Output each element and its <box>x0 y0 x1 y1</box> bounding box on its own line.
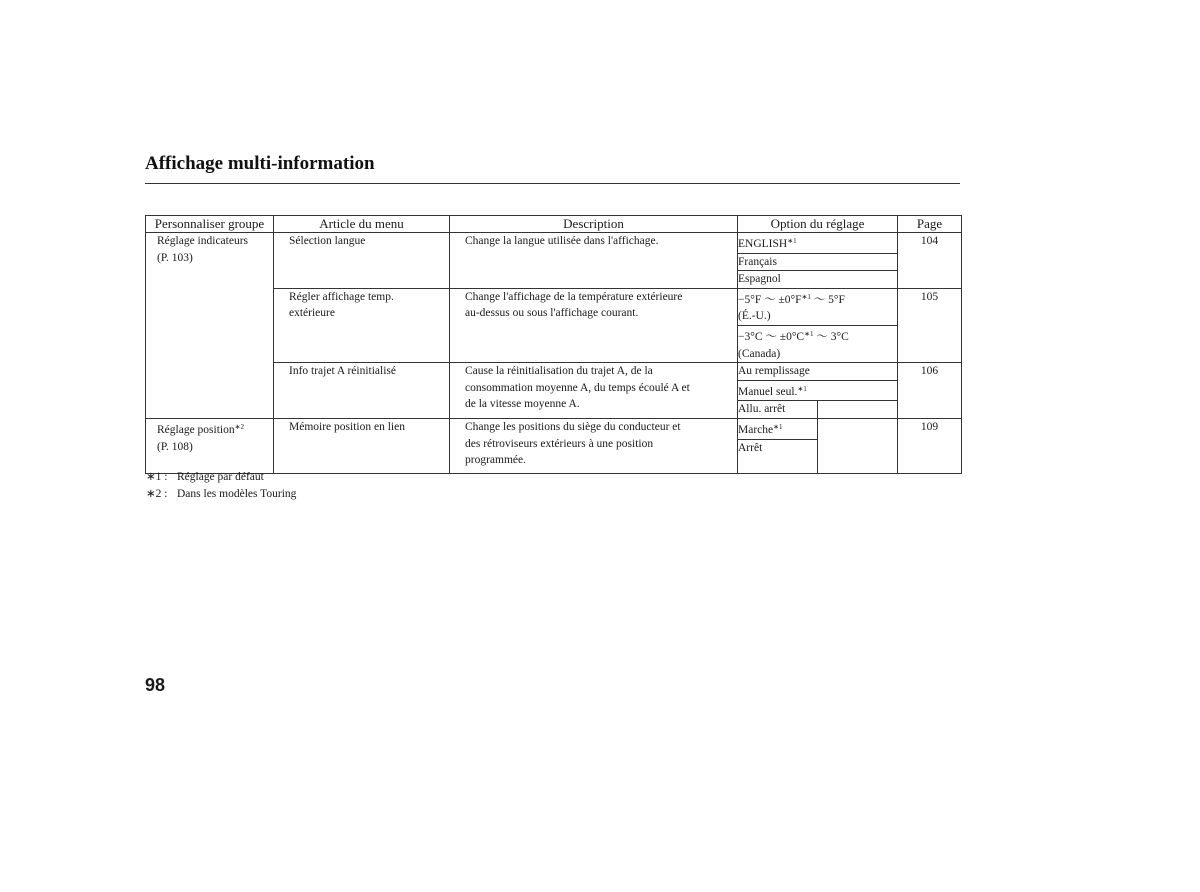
page-number: 98 <box>145 675 166 695</box>
page-title: Affichage multi-information <box>145 153 375 174</box>
table-row <box>146 418 962 439</box>
option-cell: $ENGLISH^{∗1}$ <box>738 233 898 254</box>
header-option: Option du réglage <box>738 216 898 233</box>
item-cell: Info trajet A réinitialisé <box>274 363 450 419</box>
title-rule <box>145 183 960 184</box>
group-name: Réglage indicateurs <box>157 235 249 247</box>
item-cell: Mémoire position en lien <box>274 418 450 473</box>
option-cell: Espagnol <box>738 271 898 289</box>
option-cell: Arrêt <box>738 439 818 473</box>
header-description: Description <box>450 216 738 233</box>
item-cell: Régler affichage temp. extérieure <box>274 288 450 362</box>
page-cell: 104 <box>898 233 962 289</box>
group-ref: (P. 108) <box>157 440 193 453</box>
page-cell: 106 <box>898 363 962 419</box>
table-row <box>146 233 962 254</box>
option-cell: Marche$^{∗1}$ <box>738 418 818 439</box>
description-cell: Change l'affichage de la température extérieure au-dessus ou sous l'affichage courant. <box>450 288 738 362</box>
footnote-1: ∗1 : Réglage par défaut <box>146 471 264 483</box>
option-cell: −5°F ～ $\pm 0^\circ F^{∗1}$ ～ 5°F (É.-U.) <box>738 288 898 325</box>
option-cell: Au remplissage <box>738 363 898 381</box>
option-cell: −3°C ～ $\pm 0^\circ C^{∗1}$ ～ 3°C (Canada) <box>738 325 898 362</box>
group-name: Réglage position <box>157 423 235 436</box>
settings-table <box>145 215 962 474</box>
footnote-2: ∗2 : Dans les modèles Touring <box>146 488 297 500</box>
description-cell: Change la langue utilisée dans l'affichage. <box>450 233 738 289</box>
group-cell-position: Réglage position$^{∗2}$ (P. 108) <box>146 418 274 473</box>
table-header-row <box>146 216 962 233</box>
description-cell: Cause la réinitialisation du trajet A, de la consommation moyenne A, du temps écoulé A et de la vitesse moyenne A. <box>450 363 738 419</box>
option-cell: Allu. arrêt <box>738 401 818 419</box>
option-cell: Français <box>738 253 898 271</box>
item-cell: Sélection langue <box>274 233 450 289</box>
page-cell: 109 <box>898 418 962 473</box>
header-page: Page <box>898 216 962 233</box>
option-cell: Manuel seul.$^{∗1}$ <box>738 380 898 401</box>
empty-cell <box>818 418 898 473</box>
group-ref: (P. 103) <box>157 251 193 264</box>
empty-cell <box>818 401 898 419</box>
description-cell: Change les positions du siège du conducteur et des rétroviseurs extérieurs à une position programmée. <box>450 418 738 473</box>
page-cell: 105 <box>898 288 962 362</box>
header-group: Personnaliser groupe <box>146 216 274 233</box>
group-cell-indicateurs <box>146 233 274 419</box>
header-item: Article du menu <box>274 216 450 233</box>
